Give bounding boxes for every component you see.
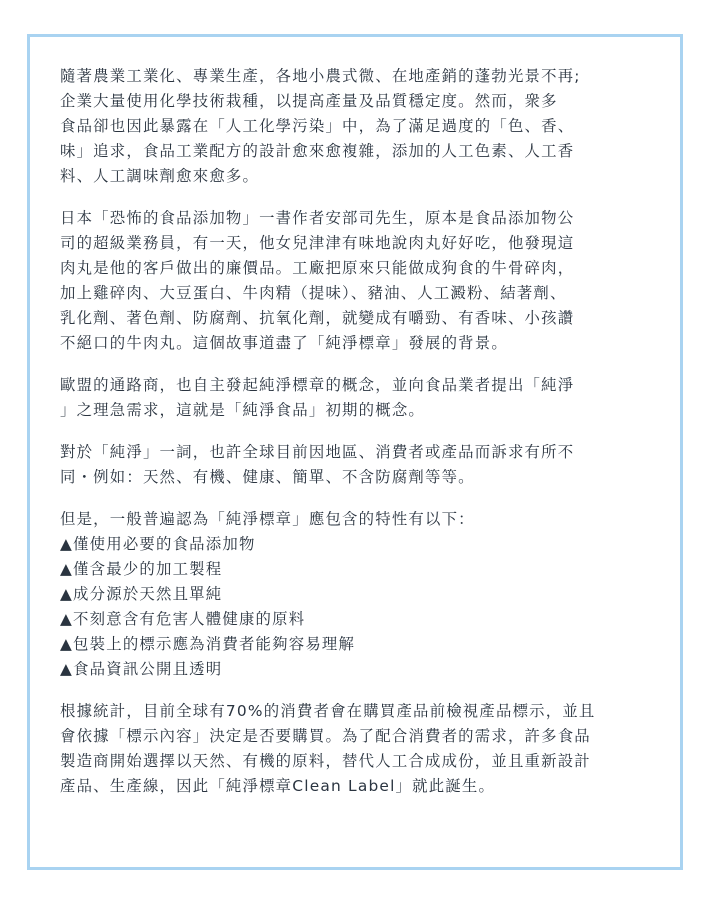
text-line: 對於「純淨」一詞，也許全球目前因地區、消費者或產品而訴求有所不	[60, 443, 575, 461]
text-line: 根據統計，目前全球有70%的消費者會在購買產品前檢視產品標示，並且	[60, 702, 596, 720]
text-line: 味」追求，食品工業配方的設計愈來愈複雜，添加的人工色素、人工香	[60, 142, 575, 160]
triangle-bullet-icon: ▲	[60, 535, 74, 553]
list-item	[60, 607, 660, 632]
text-line: 」之理急需求，這就是「純淨食品」初期的概念。	[60, 401, 425, 419]
triangle-bullet-icon: ▲	[60, 660, 74, 678]
bullet-text: 僅使用必要的食品添加物	[73, 535, 256, 553]
paragraph-definition	[60, 440, 660, 490]
bullets-intro	[60, 507, 660, 532]
bullet-text: 僅含最少的加工製程	[73, 560, 223, 578]
text-line: 司的超級業務員，有一天，他女兒津津有味地說肉丸好好吃，他發現這	[60, 234, 575, 252]
triangle-bullet-icon: ▲	[60, 610, 74, 628]
paragraph-closing	[60, 699, 660, 799]
text-line: 歐盟的通路商，也自主發起純淨標章的概念，並向食品業者提出「純淨	[60, 376, 575, 394]
text-line: 同・例如：天然、有機、健康、簡單、不含防腐劑等等。	[60, 468, 475, 486]
paragraph-intro	[60, 64, 660, 189]
bullet-text: 不刻意含有危害人體健康的原料	[73, 610, 306, 628]
list-item	[60, 632, 660, 657]
text-line: 食品卻也因此暴露在「人工化學污染」中，為了滿足過度的「色、香、	[60, 117, 575, 135]
list-item	[60, 532, 660, 557]
text-line: 產品、生產線，因此「純淨標章Clean Label」就此誕生。	[60, 777, 496, 795]
text-line: 肉丸是他的客戶做出的廉價品。工廠把原來只能做成狗食的牛骨碎肉，	[60, 259, 575, 277]
text-line: 會依據「標示內容」決定是否要購買。為了配合消費者的需求，許多食品	[60, 727, 591, 745]
paragraph-eu	[60, 373, 660, 423]
text-line: 日本「恐怖的食品添加物」一書作者安部司先生，原本是食品添加物公	[60, 209, 575, 227]
triangle-bullet-icon: ▲	[60, 635, 74, 653]
text-line: 企業大量使用化學技術栽種，以提高產量及品質穩定度。然而，衆多	[60, 92, 558, 110]
text-line: 隨著農業工業化、專業生產，各地小農式微、在地產銷的蓬勃光景不再;	[60, 67, 581, 85]
triangle-bullet-icon: ▲	[60, 585, 74, 603]
list-item	[60, 657, 660, 682]
list-item	[60, 582, 660, 607]
text-line: 但是，一般普遍認為「純淨標章」應包含的特性有以下：	[60, 510, 475, 528]
text-line: 乳化劑、著色劑、防腐劑、抗氧化劑，就變成有嚼勁、有香味、小孩讚	[60, 309, 575, 327]
bullet-text: 食品資訊公開且透明	[73, 660, 223, 678]
bullet-text: 包裝上的標示應為消費者能夠容易理解	[73, 635, 356, 653]
text-line: 料、人工調味劑愈來愈多。	[60, 167, 260, 185]
list-item	[60, 557, 660, 582]
text-line: 加上雞碎肉、大豆蛋白、牛肉精（提味）、豬油、人工澱粉、結著劑、	[60, 284, 567, 302]
triangle-bullet-icon: ▲	[60, 560, 74, 578]
bullet-list	[60, 532, 660, 682]
text-line: 不絕口的牛肉丸。這個故事道盡了「純淨標章」發展的背景。	[60, 334, 508, 352]
text-line: 製造商開始選擇以天然、有機的原料，替代人工合成成份，並且重新設計	[60, 752, 591, 770]
bullet-text: 成分源於天然且單純	[73, 585, 223, 603]
paragraph-story	[60, 206, 660, 356]
article-body	[60, 64, 660, 816]
